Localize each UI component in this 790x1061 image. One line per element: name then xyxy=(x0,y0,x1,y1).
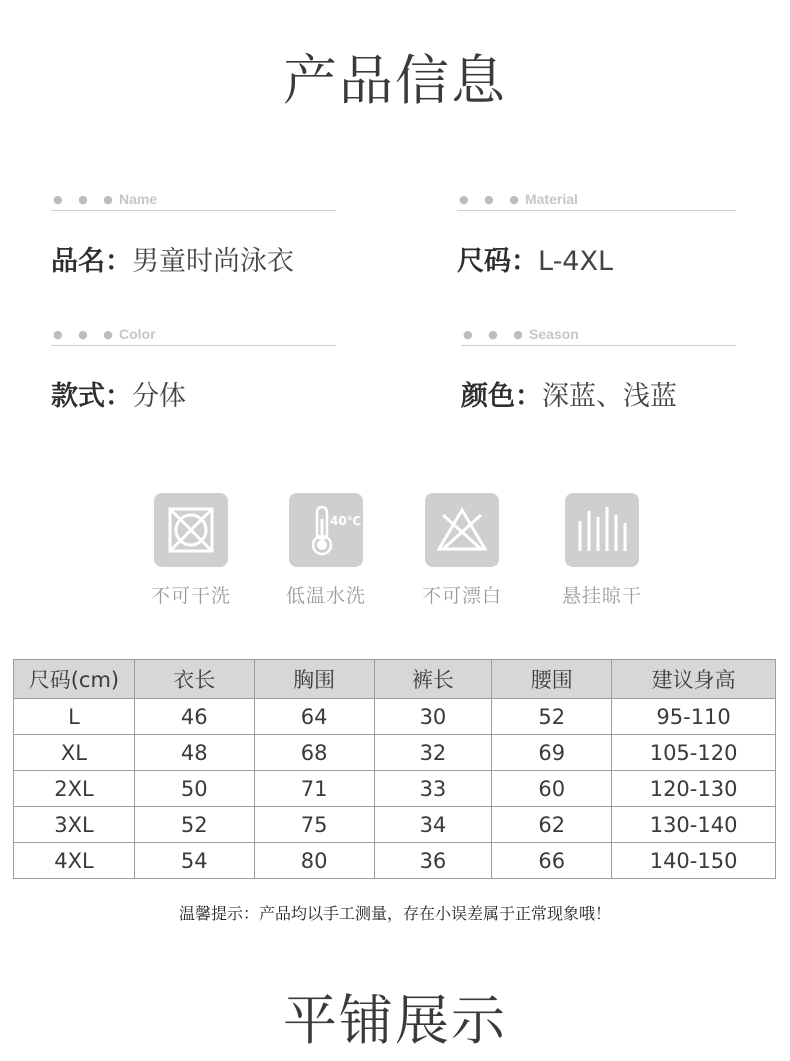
table-cell: 4XL xyxy=(14,843,135,879)
table-cell: 62 xyxy=(492,807,612,843)
table-row xyxy=(14,735,776,771)
info-divider xyxy=(461,322,736,346)
care-item xyxy=(121,493,261,608)
table-cell: 64 xyxy=(254,699,374,735)
table-cell: 52 xyxy=(492,699,612,735)
table-cell: 69 xyxy=(492,735,612,771)
care-item xyxy=(532,493,672,608)
dots-decoration: ● ● ● xyxy=(53,193,119,206)
care-label: 不可干洗 xyxy=(150,585,231,607)
info-color xyxy=(461,322,736,413)
table-row xyxy=(14,771,776,807)
dots-decoration: ● ● ● xyxy=(459,193,525,206)
table-cell: 95-110 xyxy=(612,699,776,735)
table-cell: 52 xyxy=(134,807,254,843)
info-name xyxy=(51,187,336,278)
info-value: 男童时尚泳衣 xyxy=(132,246,294,277)
column-header: 衣长 xyxy=(134,660,254,699)
measurement-tip: 温馨提示：产品均以手工测量，存在小误差属于正常现象哦！ xyxy=(178,904,611,923)
table-cell: 60 xyxy=(492,771,612,807)
info-divider xyxy=(457,187,736,211)
hang-dry-icon xyxy=(565,493,639,567)
info-en-label: Name xyxy=(119,191,158,207)
table-cell: XL xyxy=(14,735,135,771)
table-cell: 66 xyxy=(492,843,612,879)
info-en-label: Color xyxy=(119,326,156,342)
low-temp-wash-icon xyxy=(289,493,363,567)
table-cell: 105-120 xyxy=(612,735,776,771)
table-cell: 33 xyxy=(374,771,492,807)
info-label: 品名： xyxy=(51,246,132,277)
info-value: 深蓝、浅蓝 xyxy=(542,381,677,412)
info-en-label: Material xyxy=(525,191,578,207)
table-header-row xyxy=(14,660,776,699)
info-divider xyxy=(51,187,336,211)
no-bleach-icon xyxy=(425,493,499,567)
column-header: 尺码(cm) xyxy=(14,660,135,699)
page-title: 产品信息 xyxy=(283,49,507,112)
info-label: 颜色： xyxy=(461,381,542,412)
care-label: 悬挂晾干 xyxy=(561,585,642,607)
info-divider xyxy=(51,322,336,346)
table-cell: 30 xyxy=(374,699,492,735)
table-cell: 2XL xyxy=(14,771,135,807)
table-cell: 71 xyxy=(254,771,374,807)
table-cell: 34 xyxy=(374,807,492,843)
info-value: 分体 xyxy=(132,381,186,412)
table-row xyxy=(14,843,776,879)
care-label: 不可漂白 xyxy=(421,585,502,607)
table-cell: 80 xyxy=(254,843,374,879)
info-style xyxy=(51,322,336,413)
section-title: 平铺展示 xyxy=(283,989,507,1052)
info-label: 款式： xyxy=(51,381,132,412)
table-cell: 46 xyxy=(134,699,254,735)
table-cell: 130-140 xyxy=(612,807,776,843)
table-cell: 140-150 xyxy=(612,843,776,879)
table-cell: 68 xyxy=(254,735,374,771)
table-row xyxy=(14,699,776,735)
table-cell: L xyxy=(14,699,135,735)
info-size xyxy=(457,187,736,278)
table-cell: 32 xyxy=(374,735,492,771)
table-cell: 54 xyxy=(134,843,254,879)
table-cell: 3XL xyxy=(14,807,135,843)
temp-label: 40℃ xyxy=(330,514,362,528)
column-header: 腰围 xyxy=(492,660,612,699)
dots-decoration: ● ● ● xyxy=(463,328,529,341)
column-header: 胸围 xyxy=(254,660,374,699)
care-label: 低温水洗 xyxy=(285,585,366,607)
care-item xyxy=(392,493,532,608)
table-cell: 48 xyxy=(134,735,254,771)
table-cell: 50 xyxy=(134,771,254,807)
table-cell: 120-130 xyxy=(612,771,776,807)
no-dry-clean-icon xyxy=(154,493,228,567)
column-header: 裤长 xyxy=(374,660,492,699)
info-label: 尺码： xyxy=(457,246,538,277)
size-table xyxy=(13,659,776,879)
column-header: 建议身高 xyxy=(612,660,776,699)
info-value: L-4XL xyxy=(538,246,614,277)
table-row xyxy=(14,807,776,843)
info-en-label: Season xyxy=(529,326,579,342)
table-cell: 75 xyxy=(254,807,374,843)
dots-decoration: ● ● ● xyxy=(53,328,119,341)
care-item xyxy=(256,493,396,608)
table-cell: 36 xyxy=(374,843,492,879)
